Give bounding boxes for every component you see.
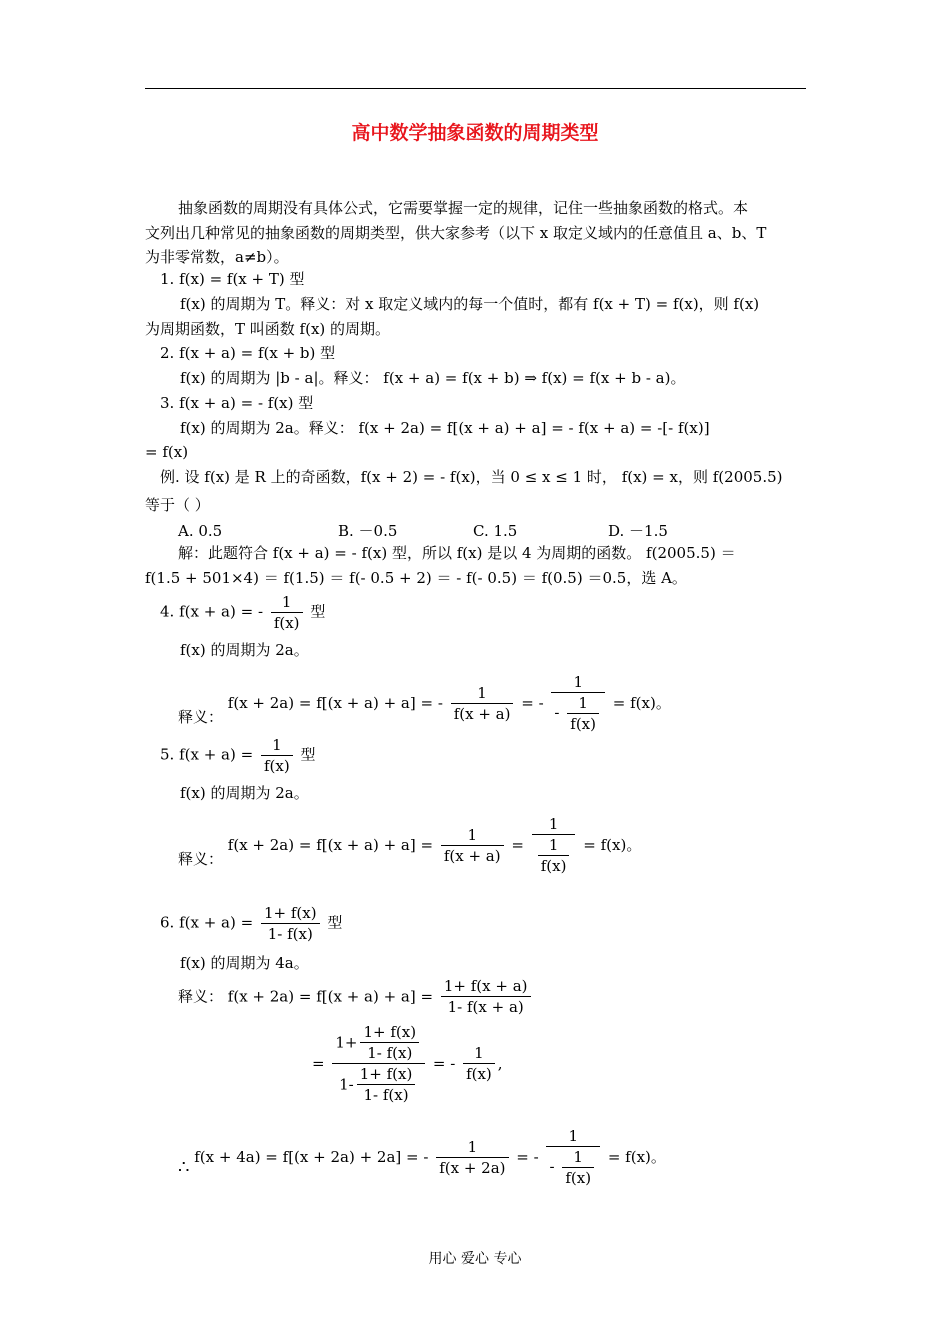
numerator: 1 bbox=[441, 825, 504, 846]
s4-frac-a bbox=[451, 683, 514, 724]
s6-comma: , bbox=[497, 1054, 503, 1073]
denominator: f(x) bbox=[565, 1169, 592, 1187]
intro-line-3: 为非零常数，a≠b）。 bbox=[145, 248, 289, 266]
s6-big-fraction bbox=[332, 1022, 425, 1105]
s5-heading bbox=[160, 735, 316, 776]
numerator: 1+ f(x) bbox=[357, 1064, 416, 1085]
s6-period: f(x) 的周期为 4a。 bbox=[180, 954, 309, 972]
big-numerator bbox=[332, 1022, 425, 1064]
option-c: C. 1.5 bbox=[473, 522, 518, 540]
s6-therefore-line bbox=[178, 1126, 666, 1188]
s4-eq: = - bbox=[521, 694, 544, 712]
therefore-symbol: ∴ bbox=[178, 1157, 190, 1178]
numerator: 1 bbox=[532, 814, 576, 835]
page-footer: 用心 爱心 专心 bbox=[428, 1251, 522, 1267]
numerator: 1 bbox=[271, 592, 303, 613]
s2-line-1: f(x) 的周期为 |b - a|。释义： f(x + a) = f(x + b) ⇒ f(x) = f(x + b - a)。 bbox=[180, 369, 686, 387]
denominator: 1- f(x) bbox=[367, 1044, 413, 1062]
solution-line-2: f(1.5 + 501×4) ＝ f(1.5) ＝ f(- 0.5 + 2) ＝ - f(- 0.5) ＝ f(0.5) ＝0.5，选 A。 bbox=[145, 569, 687, 587]
s4-period-mark: 。 bbox=[655, 694, 671, 712]
s4-num: 4. bbox=[160, 602, 175, 621]
numerator: 1 bbox=[567, 693, 599, 714]
s5-frac-b bbox=[532, 814, 576, 876]
denominator: f(x) bbox=[540, 857, 567, 875]
s6-t-period-mark: 。 bbox=[650, 1148, 666, 1166]
big-denominator bbox=[332, 1064, 425, 1105]
s6-explain-label: 释义： bbox=[178, 987, 224, 1006]
s6-expr: f(x + 2a) = f[(x + a) + a] = bbox=[227, 987, 434, 1006]
s3-heading: 3. f(x + a) = - f(x) 型 bbox=[160, 394, 314, 412]
denominator: f(x) bbox=[273, 614, 300, 632]
s5-period-mark: 。 bbox=[626, 836, 642, 854]
s6-lhs: f(x + a) = bbox=[179, 913, 254, 932]
numerator: 1+ f(x) bbox=[261, 903, 320, 924]
numerator: 1 bbox=[538, 835, 570, 856]
s4-heading bbox=[160, 592, 325, 633]
intro-line-2: 文列出几种常见的抽象函数的周期类型，供大家参考（以下 x 取定义域内的任意值且 a、b、T bbox=[145, 224, 767, 242]
s5-tail: = f(x) bbox=[583, 836, 627, 854]
nested-fraction bbox=[538, 835, 570, 876]
s5-fraction bbox=[261, 735, 293, 776]
option-a: A. 0.5 bbox=[178, 522, 223, 540]
solution-line-1: 解：此题符合 f(x + a) = - f(x) 型，所以 f(x) 是以 4 为周期的函数。 f(2005.5) ＝ bbox=[178, 544, 736, 562]
nested-denominator bbox=[551, 693, 605, 734]
one-plus: 1+ bbox=[335, 1033, 358, 1052]
s4-fraction bbox=[271, 592, 303, 633]
s6-t-frac-a bbox=[436, 1137, 508, 1178]
header-rule bbox=[145, 88, 806, 89]
example-line-2: 等于（ ） bbox=[145, 496, 210, 514]
denominator: f(x) bbox=[570, 715, 596, 733]
denominator: f(x) bbox=[263, 757, 290, 775]
s6-frac-a bbox=[441, 976, 531, 1017]
s6-fraction bbox=[261, 903, 320, 944]
s5-num: 5. bbox=[160, 745, 175, 764]
nested-fraction bbox=[562, 1147, 594, 1188]
denominator: 1- f(x) bbox=[363, 1086, 409, 1104]
numerator: 1 bbox=[261, 735, 293, 756]
denominator: f(x + a) bbox=[453, 704, 511, 723]
s4-explain bbox=[178, 672, 671, 734]
s4-frac-b bbox=[551, 672, 605, 734]
s5-expr: f(x + 2a) = f[(x + a) + a] = bbox=[227, 836, 434, 854]
s5-frac-a bbox=[441, 825, 504, 866]
numerator: 1 bbox=[463, 1043, 495, 1064]
inner-frac-top bbox=[360, 1022, 419, 1063]
numerator: 1 bbox=[546, 1126, 600, 1147]
s5-type: 型 bbox=[300, 745, 316, 764]
s6-big-fraction-line bbox=[312, 1022, 503, 1105]
numerator: 1 bbox=[451, 683, 514, 704]
s4-explain-label: 释义： bbox=[178, 708, 224, 726]
numerator: 1 bbox=[436, 1137, 508, 1158]
denominator: f(x + 2a) bbox=[439, 1158, 506, 1177]
s2-heading: 2. f(x + a) = f(x + b) 型 bbox=[160, 344, 336, 362]
s3-line-1: f(x) 的周期为 2a。释义： f(x + 2a) = f[(x + a) + a] = - f(x + a) = -[- f(x)] bbox=[180, 419, 710, 437]
example-options bbox=[178, 520, 768, 542]
example-line-1: 例. 设 f(x) 是 R 上的奇函数，f(x + 2) = - f(x)，当 0 ≤ x ≤ 1 时， f(x) = x，则 f(2005.5) bbox=[160, 468, 783, 486]
s1-heading: 1. f(x) = f(x + T) 型 bbox=[160, 270, 305, 288]
one-minus: 1- bbox=[339, 1075, 354, 1094]
page-title: 高中数学抽象函数的周期类型 bbox=[351, 122, 599, 144]
s6-t-expr: f(x + 4a) = f[(x + 2a) + 2a] = - bbox=[194, 1148, 429, 1166]
nested-denominator bbox=[532, 835, 576, 876]
s6-t-eq: = - bbox=[516, 1148, 539, 1166]
minus-sign: - bbox=[554, 703, 560, 722]
s4-period: f(x) 的周期为 2a。 bbox=[180, 641, 309, 659]
numerator: 1 bbox=[551, 672, 605, 693]
intro-line-1: 抽象函数的周期没有具体公式，它需要掌握一定的规律，记住一些抽象函数的格式。本 bbox=[178, 199, 749, 217]
denominator: 1- f(x) bbox=[267, 925, 313, 943]
numerator: 1 bbox=[562, 1147, 594, 1168]
nested-denominator bbox=[546, 1147, 600, 1188]
s6-num: 6. bbox=[160, 913, 175, 932]
s6-t-tail: = f(x) bbox=[607, 1148, 651, 1166]
s6-big-eq: = bbox=[312, 1054, 325, 1073]
denominator: f(x + a) bbox=[443, 846, 501, 865]
s6-heading bbox=[160, 903, 342, 944]
denominator: f(x) bbox=[466, 1065, 492, 1083]
s4-lhs: f(x + a) = - bbox=[179, 602, 264, 621]
option-b: B. －0.5 bbox=[338, 522, 398, 540]
s1-line-1: f(x) 的周期为 T。释义：对 x 取定义域内的每一个值时，都有 f(x + T) = f(x)，则 f(x) bbox=[180, 295, 760, 313]
s5-period: f(x) 的周期为 2a。 bbox=[180, 784, 309, 802]
s5-eq: = bbox=[511, 836, 524, 854]
s4-type: 型 bbox=[310, 602, 326, 621]
s6-explain bbox=[178, 976, 534, 1017]
s6-res: = - bbox=[432, 1054, 456, 1073]
s5-lhs: f(x + a) = bbox=[179, 745, 254, 764]
s1-line-2: 为周期函数，T 叫函数 f(x) 的周期。 bbox=[145, 320, 391, 338]
numerator: 1+ f(x + a) bbox=[441, 976, 531, 997]
s4-tail: = f(x) bbox=[612, 694, 656, 712]
minus-sign: - bbox=[549, 1157, 555, 1176]
nested-fraction bbox=[567, 693, 599, 734]
denominator: 1- f(x + a) bbox=[447, 998, 524, 1016]
s3-line-2: = f(x) bbox=[145, 443, 189, 461]
s4-expr: f(x + 2a) = f[(x + a) + a] = - bbox=[227, 694, 443, 712]
s5-explain bbox=[178, 814, 641, 876]
s5-explain-label: 释义： bbox=[178, 850, 224, 868]
s6-t-frac-b bbox=[546, 1126, 600, 1188]
numerator: 1+ f(x) bbox=[360, 1022, 419, 1043]
inner-frac-bottom bbox=[357, 1064, 416, 1105]
s6-res-frac bbox=[463, 1043, 495, 1084]
s6-type: 型 bbox=[327, 913, 343, 932]
option-d: D. －1.5 bbox=[608, 522, 668, 540]
